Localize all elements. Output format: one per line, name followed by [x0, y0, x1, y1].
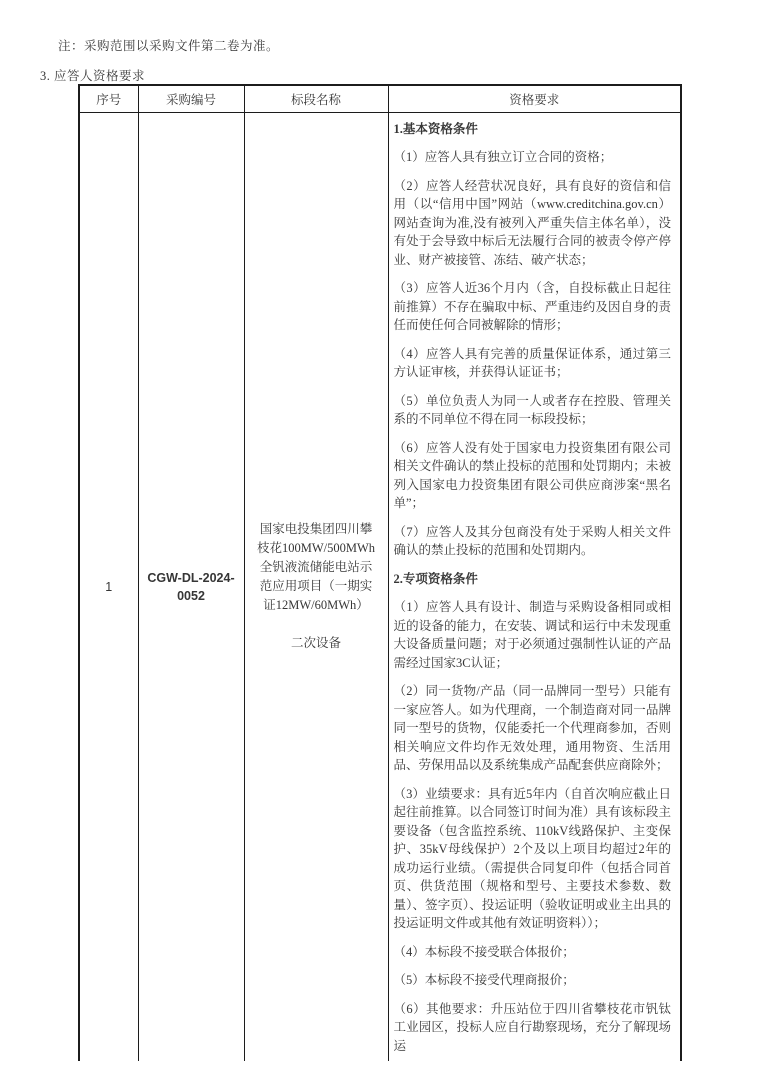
cell-requirements [388, 112, 681, 1061]
col-header-lot-name: 标段名称 [244, 85, 388, 112]
section-heading: 3. 应答人资格要求 [40, 69, 146, 83]
requirement-paragraph: 1.基本资格条件 [393, 121, 478, 136]
requirement-paragraph: （5）单位负责人为同一人或者存在控股、管理关系的不同单位不得在同一标段投标； [393, 393, 671, 426]
col-header-procurement-no: 采购编号 [138, 85, 244, 112]
requirement-paragraph: （5）本标段不接受代理商报价； [393, 973, 575, 987]
requirement-paragraph: （4）应答人具有完善的质量保证体系，通过第三方认证审核，并获得认证证书； [393, 346, 671, 379]
requirement-paragraph: （3）应答人近36个月内（含，自投标截止日起往前推算）不存在骗取中标、严重违约及因自身的责任而使任何合同被解除的情形； [393, 281, 671, 332]
col-header-requirements: 资格要求 [388, 85, 681, 112]
qualification-table [78, 84, 682, 1061]
requirement-paragraph: （7）应答人及其分包商没有处于采购人相关文件确认的禁止投标的范围和处罚期内。 [393, 524, 671, 557]
col-header-seq: 序号 [79, 85, 138, 112]
requirement-paragraph: （2）同一货物/产品（同一品牌同一型号）只能有一家应答人。如为代理商，一个制造商对同一品牌同一型号的货物，仅能委托一个代理商参加，否则相关响应文件均作无效处理，通用物资、生活用品、劳保用品以及系统集成产品配套供应商除外； [393, 684, 671, 772]
table-header-row [79, 85, 681, 112]
requirement-paragraph: （3）业绩要求：具有近5年内（自首次响应截止日起往前推算。以合同签订时间为准）具有该标段主要设备（包含监控系统、110kV线路保护、主变保护、35kV母线保护）2个及以上项目均超过2年的成功运行业绩。（需提供合同复印件（包括合同首页、供货范围（规格和型号、主要技术参数、数量）、签字页）、投运证明（验收证明或业主出具的投运证明文件或其他有效证明资料））； [393, 786, 671, 930]
requirement-paragraph: （4）本标段不接受联合体报价； [393, 944, 575, 959]
lot-name-title: 国家电投集团四川攀枝花100MW/500MWh全钒液流储能电站示范应用项目（一期实证12MW/60MWh） [256, 522, 376, 613]
table-row [79, 112, 681, 1061]
note-text: 注：采购范围以采购文件第二卷为准。 [58, 39, 280, 53]
lot-name-equipment: 二次设备 [290, 636, 341, 651]
requirement-paragraph: （6）应答人没有处于国家电力投资集团有限公司相关文件确认的禁止投标的范围和处罚期内；未被列入国家电力投资集团有限公司供应商涉案“黑名单”； [393, 440, 671, 510]
requirement-paragraph: （1）应答人具有独立订立合同的资格； [393, 150, 613, 164]
requirement-paragraph: （1）应答人具有设计、制造与采购设备相同或相近的设备的能力，在安装、调试和运行中未发现重大设备质量问题；对于必须通过强制性认证的产品需经过国家3C认证； [393, 600, 671, 670]
requirement-paragraph: （2）应答人经营状况良好，具有良好的资信和信用（以“信用中国”网站（www.creditchina.gov.cn）网站查询为准,没有被列入严重失信主体名单），没有处于会导致中标后无法履行合同的被责令停产停业、财产被接管、冻结、破产状态； [393, 178, 671, 267]
cell-seq: 1 [79, 112, 138, 1061]
requirement-paragraph: （6）其他要求：升压站位于四川省攀枝花市钒钛工业园区，投标人应自行勘察现场，充分了解现场运 [393, 1001, 671, 1053]
cell-procurement-no: CGW-DL-2024-0052 [138, 112, 244, 1061]
cell-lot-name [244, 112, 388, 1061]
requirement-paragraph: 2.专项资格条件 [393, 571, 478, 586]
